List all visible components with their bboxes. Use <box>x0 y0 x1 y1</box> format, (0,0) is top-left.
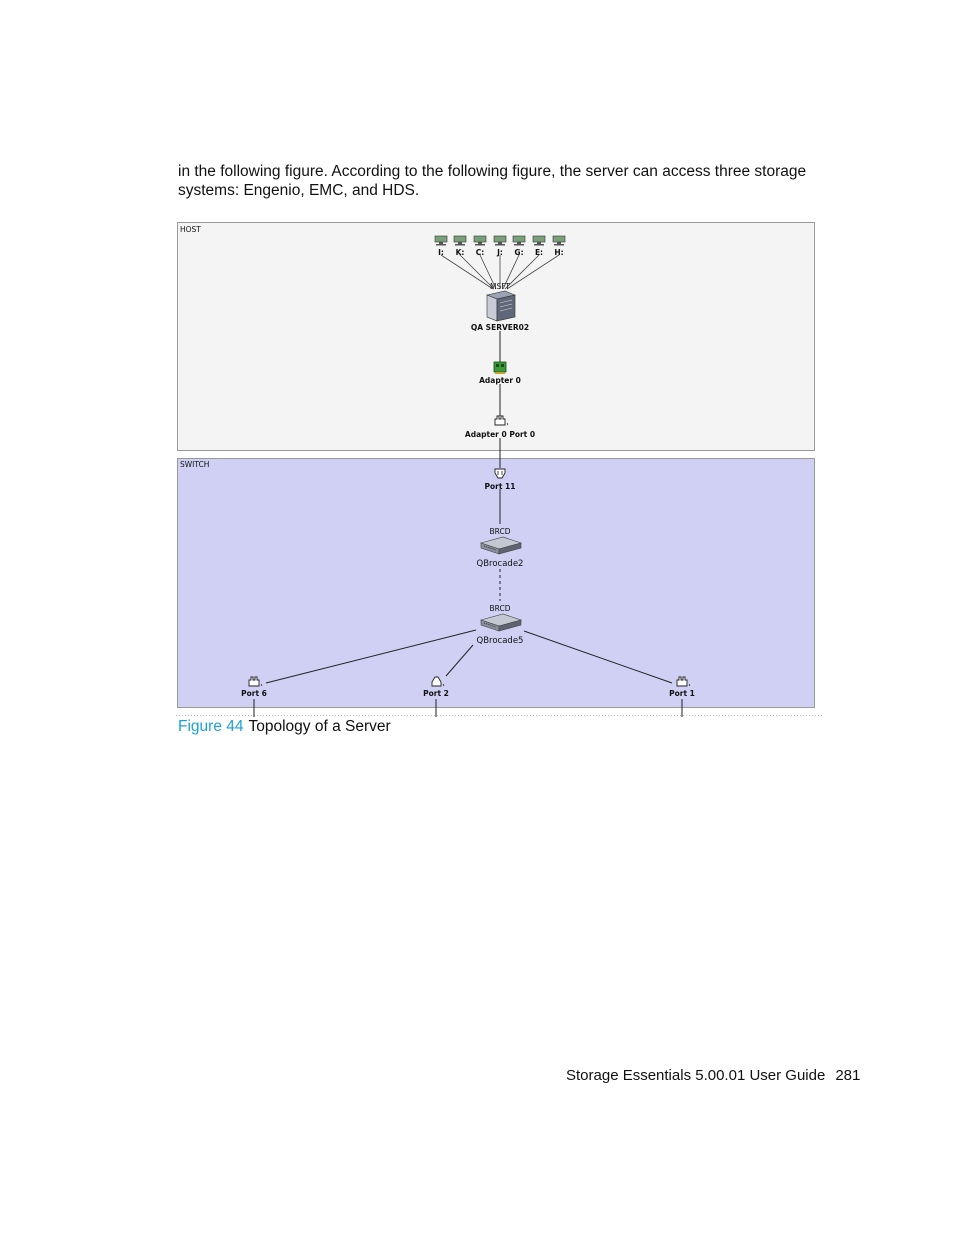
switch-panel-label: SWITCH <box>180 460 210 469</box>
figure-caption-text: Topology of a Server <box>248 718 391 735</box>
adapter-label: Adapter 0 <box>479 376 521 385</box>
drive-icon <box>533 236 545 246</box>
drive-icon <box>513 236 525 246</box>
switch1-name: QBrocade2 <box>476 559 524 569</box>
drive-icon <box>553 236 565 246</box>
topology-figure <box>176 221 826 721</box>
host-panel <box>178 223 815 451</box>
page-footer <box>566 1066 860 1086</box>
page-number: 281 <box>835 1067 861 1084</box>
drive-label: J: <box>497 248 503 257</box>
switch2-tag: BRCD <box>489 604 511 613</box>
switch1-tag: BRCD <box>489 527 511 536</box>
port-6-label: Port 6 <box>241 689 267 698</box>
server-tag: MSFT <box>490 282 510 291</box>
figure-number: Figure 44 <box>178 718 244 735</box>
server-icon <box>487 291 515 321</box>
drive-label: E: <box>534 248 544 257</box>
drive-icon <box>435 236 447 246</box>
drive-label: K: <box>455 248 465 257</box>
drive-icon <box>454 236 466 246</box>
port-2-label: Port 2 <box>423 689 449 698</box>
drive-label: I: <box>438 248 444 257</box>
server-name: QA SERVER02 <box>470 323 530 332</box>
port-1-label: Port 1 <box>669 689 695 698</box>
adapter-icon <box>494 362 506 374</box>
switch2-name: QBrocade5 <box>476 636 524 646</box>
drive-label: G: <box>514 248 524 257</box>
drive-icon <box>494 236 506 246</box>
topology-diagram <box>176 221 826 721</box>
drive-label: H: <box>554 248 564 257</box>
figure-caption <box>178 717 391 737</box>
switch-port-label: Port 11 <box>484 482 516 491</box>
drive-label: C: <box>475 248 485 257</box>
switch-panel <box>178 459 815 708</box>
host-panel-label: HOST <box>180 225 201 234</box>
intro-paragraph: in the following figure. According to the following figure, the server can access three storage systems: Engenio, EMC, and HDS. <box>178 163 807 199</box>
adapter-port-label: Adapter 0 Port 0 <box>464 430 536 439</box>
drive-icon <box>474 236 486 246</box>
footer-title: Storage Essentials 5.00.01 User Guide <box>566 1067 826 1084</box>
